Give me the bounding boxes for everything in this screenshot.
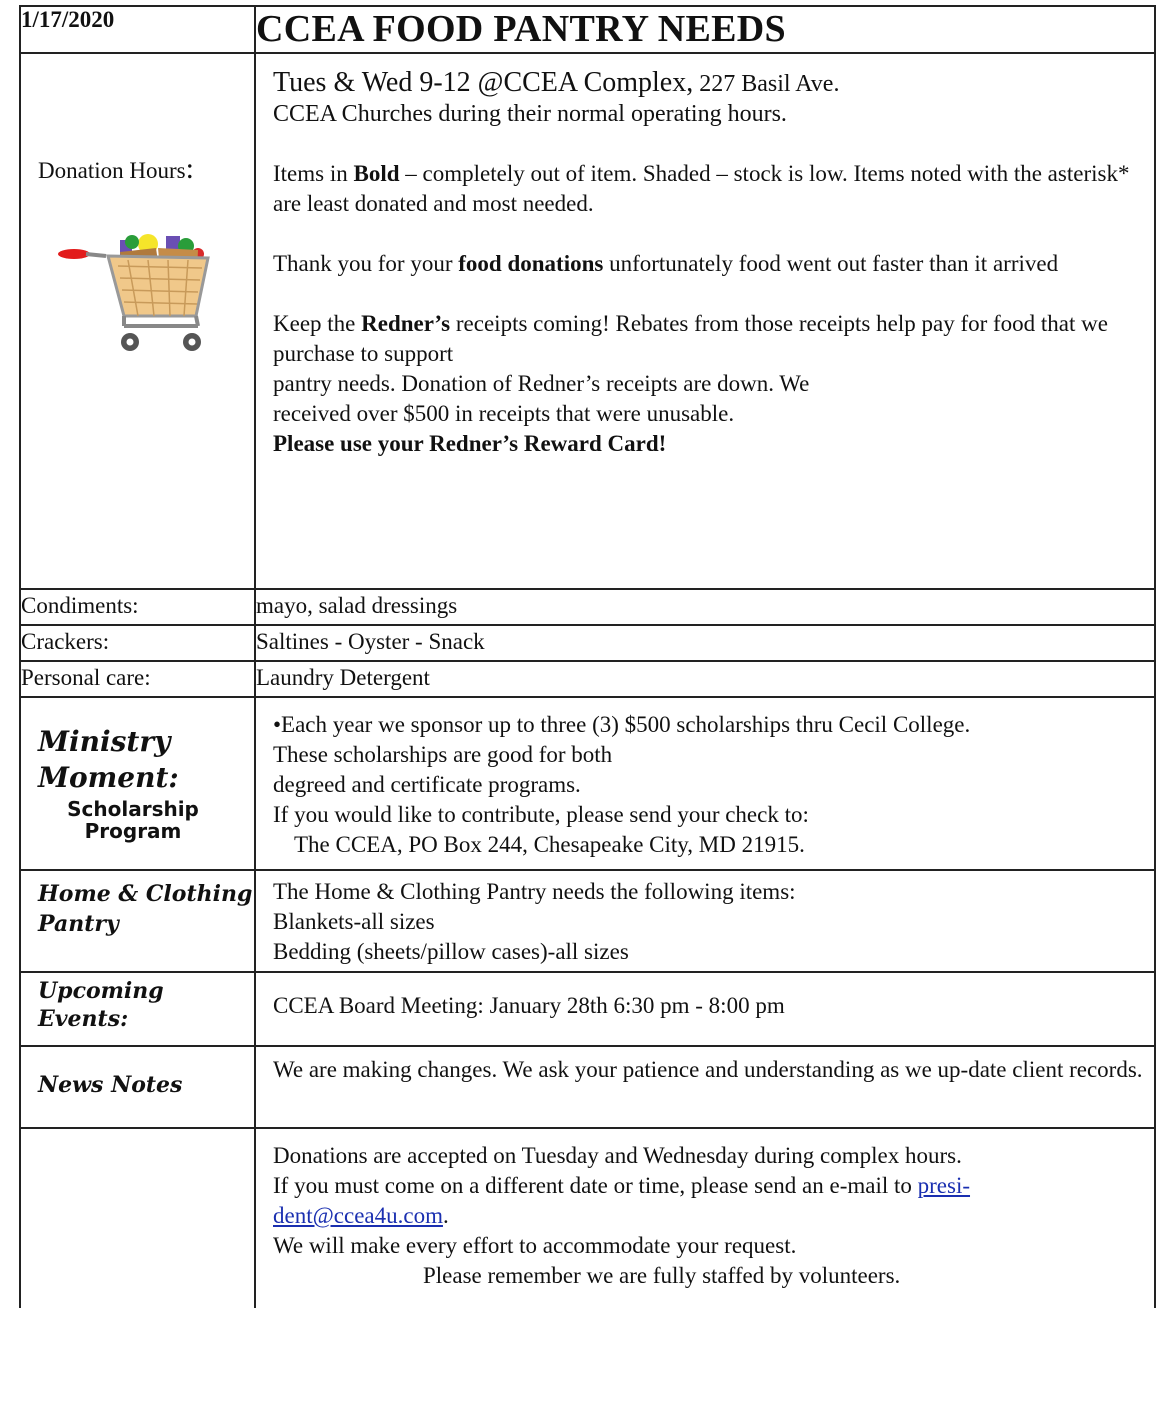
- donation-label-cell: [20, 53, 255, 589]
- needs-label: Crackers:: [20, 625, 255, 661]
- redner-text-2: receipts coming! Rebates from those receipts help pay for food that we purchase to support: [273, 311, 1108, 366]
- ministry-sub-2: Program: [84, 819, 182, 843]
- shopping-cart-icon: [58, 230, 218, 360]
- ministry-line-1: •Each year we sponsor up to three (3) $500 scholarships thru Cecil College.: [273, 712, 971, 737]
- news-row: [20, 1046, 1155, 1128]
- home-pantry-label-2: Pantry: [38, 911, 119, 937]
- footer-line-1: Donations are accepted on Tuesday and Wednesday during complex hours.: [273, 1143, 962, 1168]
- ministry-info-cell: [255, 697, 1155, 870]
- events-label-cell: [20, 972, 255, 1046]
- thanks-text: [273, 249, 1142, 279]
- home-pantry-row: [20, 870, 1155, 972]
- needs-label: Condiments:: [20, 589, 255, 625]
- needs-value: Laundry Detergent: [255, 661, 1155, 697]
- footer-line-3: We will make every effort to accommodate your request.: [273, 1233, 797, 1258]
- legend-text-1: Items in: [273, 161, 354, 186]
- thanks-text-2: unfortunately food went out faster than it arrived: [603, 251, 1059, 276]
- donation-hours: [273, 68, 1142, 99]
- donation-hours-address: 227 Basil Ave.: [693, 71, 840, 97]
- header-row: [20, 6, 1155, 53]
- thanks-text-1: Thank you for your: [273, 251, 459, 276]
- needs-value: mayo, salad dressings: [255, 589, 1155, 625]
- needs-value: Saltines - Oyster - Snack: [255, 625, 1155, 661]
- donation-info-cell: [255, 53, 1155, 589]
- ministry-label-cell: [20, 697, 255, 870]
- redner-text-1: Keep the: [273, 311, 362, 336]
- footer-line-2: [273, 1171, 1144, 1201]
- news-value: We are making changes. We ask your patience and understanding as we up-date client records.: [255, 1046, 1155, 1128]
- home-pantry-label-cell: [20, 870, 255, 972]
- home-pantry-line-2: Blankets-all sizes: [273, 909, 435, 934]
- ministry-sub-1: Scholarship: [67, 797, 199, 821]
- footer-info-cell: [255, 1128, 1155, 1308]
- redner-text-4: received over $500 in receipts that were unusable.: [273, 401, 735, 426]
- home-pantry-line-1: The Home & Clothing Pantry needs the following items:: [273, 879, 796, 904]
- page-title: CCEA FOOD PANTRY NEEDS: [255, 6, 1155, 53]
- needs-row-crackers: [20, 625, 1155, 661]
- home-pantry-info-cell: [255, 870, 1155, 972]
- ministry-label-1: Ministry: [38, 725, 171, 758]
- donation-hours-main: Tues & Wed 9-12 @CCEA Complex,: [273, 67, 694, 98]
- footer-label-cell: [20, 1128, 255, 1308]
- ministry-label-2: Moment:: [38, 761, 179, 794]
- events-label-1: Upcoming: [38, 978, 164, 1004]
- thanks-bold: food donations: [458, 251, 604, 276]
- email-link[interactable]: presi-: [917, 1173, 971, 1198]
- footer-line-2-end: .: [442, 1203, 449, 1228]
- home-pantry-line-3: Bedding (sheets/pillow cases)-all sizes: [273, 939, 629, 964]
- needs-label: Personal care:: [20, 661, 255, 697]
- home-pantry-label-1: Home & Clothing: [38, 881, 253, 907]
- donation-row: [20, 53, 1155, 589]
- ministry-line-4: If you would like to contribute, please send your check to:: [273, 802, 809, 827]
- news-label: News Notes: [38, 1072, 183, 1098]
- events-row: [20, 972, 1155, 1046]
- redner-bold: Redner’s: [361, 311, 451, 336]
- ministry-line-2: These scholarships are good for both: [273, 742, 613, 767]
- legend-bold: Bold: [353, 161, 400, 186]
- redner-text-3: pantry needs. Donation of Redner’s receipts are down. We: [273, 371, 810, 396]
- ministry-line-5: The CCEA, PO Box 244, Chesapeake City, MD 21915.: [294, 832, 805, 857]
- news-label-cell: [20, 1046, 255, 1128]
- email-link-continued[interactable]: dent@ccea4u.com: [273, 1203, 443, 1228]
- footer-line-2b: [273, 1201, 1144, 1231]
- donation-churches: CCEA Churches during their normal operating hours.: [273, 101, 787, 127]
- needs-row-condiments: [20, 589, 1155, 625]
- donation-label: Donation Hours: [38, 158, 186, 183]
- footer-line-2-text: If you must come on a different date or time, please send an e-mail to: [273, 1173, 918, 1198]
- events-label-2: Events:: [38, 1006, 129, 1032]
- donation-label-colon: :: [185, 152, 194, 185]
- footer-line-4: Please remember we are fully staffed by volunteers.: [423, 1263, 901, 1288]
- ministry-row: [20, 697, 1155, 870]
- date: 1/17/2020: [20, 6, 255, 53]
- needs-row-personal-care: [20, 661, 1155, 697]
- events-value: CCEA Board Meeting: January 28th 6:30 pm - 8:00 pm: [255, 972, 1155, 1046]
- legend-text: [273, 159, 1142, 219]
- redner-text: [273, 309, 1142, 369]
- redner-card: Please use your Redner’s Reward Card!: [273, 431, 667, 456]
- pantry-needs-table: [19, 5, 1156, 1308]
- ministry-line-3: degreed and certificate programs.: [273, 772, 581, 797]
- footer-row: [20, 1128, 1155, 1308]
- legend-text-2: – completely out of item. Shaded – stock is low. Items noted with the asterisk* are least donated and most needed.: [273, 161, 1130, 216]
